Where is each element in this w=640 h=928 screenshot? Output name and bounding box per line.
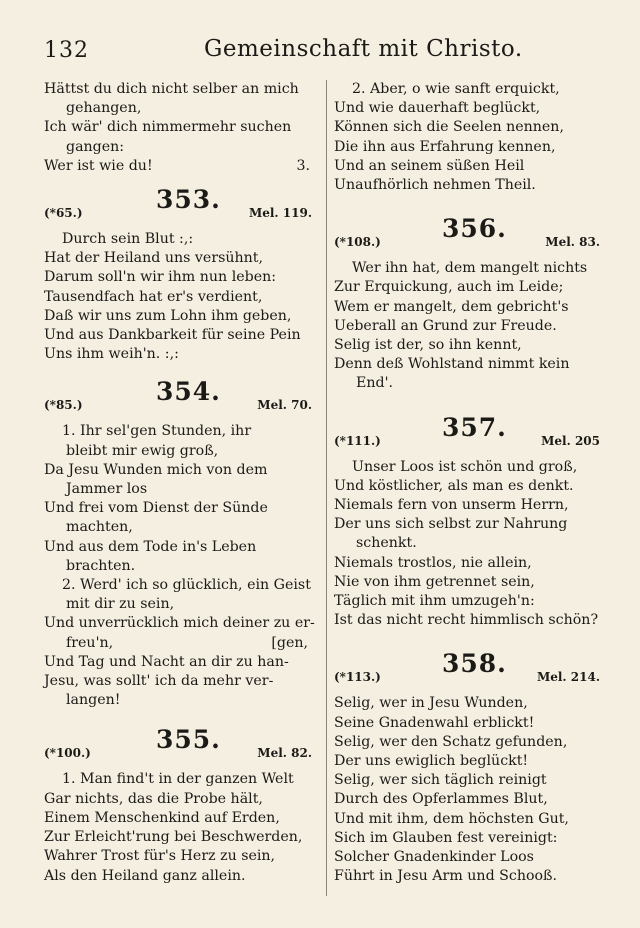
verse-line: 2. Werd' ich so glücklich, ein Geist bbox=[62, 577, 311, 594]
page-header bbox=[44, 32, 600, 72]
verse-line: Selig ist der, so ihn kennt, bbox=[334, 337, 522, 354]
verse-line: gehangen, bbox=[66, 100, 142, 117]
verse-line: Sich im Glauben fest vereinigt: bbox=[334, 829, 558, 846]
hymn-header-353 bbox=[44, 185, 316, 226]
verse-line: Solcher Gnadenkinder Loos bbox=[334, 849, 534, 866]
verse-line: Als den Heiland ganz allein. bbox=[44, 867, 246, 884]
verse-line: 1. Man find't in der ganzen Welt bbox=[62, 771, 294, 788]
verse-line: Denn deß Wohlstand nimmt kein bbox=[334, 356, 570, 373]
continuation-verse bbox=[44, 80, 316, 176]
verse-line: Da Jesu Wunden mich von dem bbox=[44, 461, 268, 478]
column-divider bbox=[326, 80, 327, 896]
verse-numeral: 3. bbox=[296, 157, 310, 174]
hymn-text-357 bbox=[334, 458, 604, 631]
verse-line: Durch sein Blut :,: bbox=[62, 231, 194, 248]
verse-line: Hat der Heiland uns versühnt, bbox=[44, 250, 264, 267]
verse-line: Wem er mangelt, dem gebricht's bbox=[334, 298, 569, 315]
verse-line: Und unverrücklich mich deiner zu er- bbox=[44, 615, 315, 632]
hymn-number: 355. bbox=[156, 725, 221, 755]
verse-line: 1. Ihr sel'gen Stunden, ihr bbox=[62, 423, 252, 440]
verse-line: langen! bbox=[66, 692, 121, 709]
page-number: 132 bbox=[44, 38, 89, 63]
verse-line: Tausendfach hat er's verdient, bbox=[44, 288, 263, 305]
verse-line: Niemals fern von unserm Herrn, bbox=[334, 497, 569, 514]
hymn-reference: (*85.) bbox=[44, 398, 83, 413]
hymn-header-358 bbox=[334, 649, 604, 690]
verse-line: Und Tag und Nacht an dir zu han- bbox=[44, 653, 289, 670]
verse-line: schenkt. bbox=[356, 535, 417, 552]
hymn-number: 354. bbox=[156, 377, 221, 407]
hymn-number: 353. bbox=[156, 185, 221, 215]
melody-reference: Mel. 205 bbox=[541, 433, 600, 448]
verse-line: Unaufhörlich nehmen Theil. bbox=[334, 177, 536, 194]
verse-line: Und aus dem Tode in's Leben bbox=[44, 538, 257, 555]
hymn-reference: (*65.) bbox=[44, 206, 83, 221]
verse-line: End'. bbox=[356, 375, 393, 392]
verse-line: Täglich mit ihm umzugeh'n: bbox=[334, 593, 535, 610]
verse-line: Und aus Dankbarkeit für seine Pein bbox=[44, 327, 301, 344]
verse-line: Durch des Opferlammes Blut, bbox=[334, 791, 548, 808]
verse-line: Unser Loos ist schön und groß, bbox=[352, 458, 578, 475]
verse-line: Führt in Jesu Arm und Schooß. bbox=[334, 868, 558, 885]
melody-reference: Mel. 214. bbox=[536, 670, 600, 685]
verse-line: Und köstlicher, als man es denkt. bbox=[334, 477, 574, 494]
melody-reference: Mel. 119. bbox=[248, 206, 312, 221]
verse-line: Und wie dauerhaft beglückt, bbox=[334, 100, 541, 117]
verse-line: Niemals trostlos, nie allein, bbox=[334, 554, 532, 571]
melody-reference: Mel. 70. bbox=[257, 398, 312, 413]
verse-line: Jesu, was sollt' ich da mehr ver- bbox=[44, 673, 274, 690]
hymn-text-354 bbox=[44, 422, 316, 710]
right-column bbox=[334, 80, 604, 887]
hymn-reference: (*100.) bbox=[44, 746, 91, 761]
verse-line: Wahrer Trost für's Herz zu sein, bbox=[44, 848, 276, 865]
melody-reference: Mel. 83. bbox=[545, 235, 600, 250]
hymn-number: 358. bbox=[442, 649, 507, 679]
hymn-text-355 bbox=[44, 770, 316, 885]
hymn-number: 357. bbox=[442, 412, 507, 442]
verse-line-with-bracket bbox=[44, 634, 316, 653]
verse-line: Wer ist wie du! bbox=[44, 157, 153, 174]
verse-line-with-numeral bbox=[44, 157, 316, 176]
verse-line: Und mit ihm, dem höchsten Gut, bbox=[334, 810, 569, 827]
hymn-header-354 bbox=[44, 377, 316, 418]
verse-line: Selig, wer den Schatz gefunden, bbox=[334, 733, 568, 750]
hymn-header-357 bbox=[334, 412, 604, 454]
verse-line: bleibt mir ewig groß, bbox=[66, 442, 219, 459]
left-column bbox=[44, 80, 316, 886]
verse-line: Ich wär' dich nimmermehr suchen bbox=[44, 119, 292, 136]
hymn-header-355 bbox=[44, 725, 316, 766]
verse-line: Nie von ihm getrennet sein, bbox=[334, 573, 535, 590]
verse-line: Der uns ewiglich beglückt! bbox=[334, 753, 529, 770]
verse-line: Ist das nicht recht himmlisch schön? bbox=[334, 612, 599, 629]
verse-bracket-continuation: [gen, bbox=[271, 634, 308, 651]
verse-line: Wer ihn hat, dem mangelt nichts bbox=[352, 260, 588, 277]
hymn-header-356 bbox=[334, 214, 604, 255]
verse-line: Daß wir uns zum Lohn ihm geben, bbox=[44, 307, 292, 324]
verse-line: Die ihn aus Erfahrung kennen, bbox=[334, 138, 556, 155]
hymn-text-353 bbox=[44, 230, 316, 364]
verse-line: gangen: bbox=[66, 138, 125, 155]
verse-line: Können sich die Seelen nennen, bbox=[334, 119, 564, 136]
verse-line: Ueberall an Grund zur Freude. bbox=[334, 317, 557, 334]
verse-line: Seine Gnadenwahl erblickt! bbox=[334, 714, 535, 731]
verse-line: Zur Erleicht'rung bei Beschwerden, bbox=[44, 829, 303, 846]
verse-line: Und an seinem süßen Heil bbox=[334, 157, 525, 174]
melody-reference: Mel. 82. bbox=[257, 746, 312, 761]
verse-line: Zur Erquickung, auch im Leide; bbox=[334, 279, 564, 296]
verse-line: Der uns sich selbst zur Nahrung bbox=[334, 516, 568, 533]
verse-line: Uns ihm weih'n. :,: bbox=[44, 346, 179, 363]
verse-line: Selig, wer in Jesu Wunden, bbox=[334, 695, 528, 712]
verse-line: 2. Aber, o wie sanft erquickt, bbox=[352, 81, 560, 97]
hymn-number: 356. bbox=[442, 214, 507, 244]
verse-line: machten, bbox=[66, 519, 133, 536]
hymn-reference: (*113.) bbox=[334, 670, 381, 685]
verse-line: mit dir zu sein, bbox=[66, 596, 175, 613]
verse-line: Und frei vom Dienst der Sünde bbox=[44, 500, 268, 517]
verse-line: freu'n, bbox=[66, 634, 114, 651]
verse-line: brachten. bbox=[66, 557, 136, 574]
verse-line: Einem Menschenkind auf Erden, bbox=[44, 809, 280, 826]
verse-line: Darum soll'n wir ihm nun leben: bbox=[44, 269, 277, 286]
verse-line: Gar nichts, das die Probe hält, bbox=[44, 790, 263, 807]
verse-line: Selig, wer sich täglich reinigt bbox=[334, 772, 547, 789]
running-title: Gemeinschaft mit Christo. bbox=[204, 36, 523, 62]
verse-line: Hättst du dich nicht selber an mich bbox=[44, 81, 299, 97]
hymn-reference: (*108.) bbox=[334, 235, 381, 250]
continuation-verse bbox=[334, 80, 604, 195]
hymn-text-356 bbox=[334, 259, 604, 393]
verse-line: Jammer los bbox=[66, 481, 148, 498]
hymn-text-358 bbox=[334, 694, 604, 886]
hymn-reference: (*111.) bbox=[334, 433, 381, 448]
